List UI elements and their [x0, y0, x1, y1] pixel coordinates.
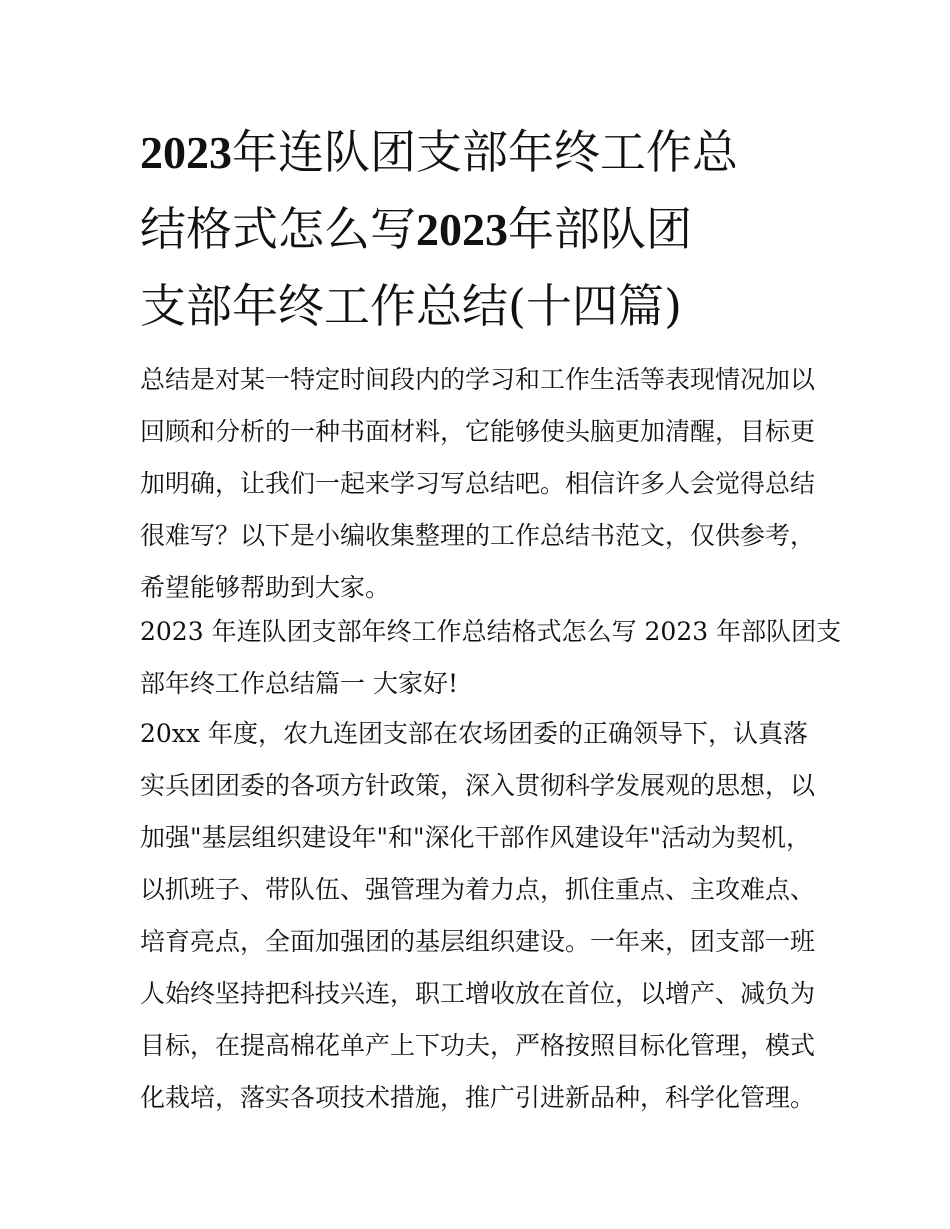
text-line: 加明确，让我们一起来学习写总结吧。相信许多人会觉得总结: [140, 469, 816, 498]
text-line: 部年终工作总结篇一 大家好!: [140, 669, 458, 698]
title-year: 2023: [416, 204, 508, 255]
text-line: 回顾和分析的一种书面材料，它能够使头脑更加清醒，目标更: [140, 417, 816, 446]
text-line: 加强"基层组织建设年"和"深化干部作风建设年"活动为契机，: [140, 823, 811, 852]
title-text: 年部队团: [508, 202, 692, 256]
title-text: 年连队团支部年终工作总: [232, 125, 738, 179]
main-paragraph: [140, 708, 820, 1124]
text-line: 目标，在提高棉花单产上下功夫，严格按照目标化管理，模式: [140, 1031, 816, 1060]
title-line-2: [140, 191, 820, 268]
text-line: 实兵团团委的各项方针政策，深入贯彻科学发展观的思想，以: [140, 771, 816, 800]
text-line: 2023 年连队团支部年终工作总结格式怎么写 2023 年部队团支: [140, 617, 842, 646]
title-line-3: [140, 268, 820, 344]
text-line: 总结是对某一特定时间段内的学习和工作生活等表现情况加以: [140, 365, 816, 394]
text-line: 20xx 年度，农九连团支部在农场团委的正确领导下，认真落: [140, 719, 808, 748]
title-text: 支部年终工作总结(十四篇): [140, 279, 682, 333]
document-title: [140, 114, 820, 344]
intro-paragraph: [140, 354, 820, 614]
text-line: 希望能够帮助到大家。: [140, 573, 391, 602]
title-year: 2023: [140, 127, 232, 178]
title-text: 结格式怎么写: [140, 202, 416, 256]
text-line: 以抓班子、带队伍、强管理为着力点，抓住重点、主攻难点、: [140, 875, 816, 904]
section-heading: [140, 606, 842, 710]
title-line-1: [140, 114, 820, 191]
text-line: 化栽培，落实各项技术措施，推广引进新品种，科学化管理。: [140, 1083, 816, 1112]
text-line: 人始终坚持把科技兴连，职工增收放在首位，以增产、减负为: [140, 979, 816, 1008]
text-line: 很难写？以下是小编收集整理的工作总结书范文，仅供参考，: [140, 521, 816, 550]
text-line: 培育亮点，全面加强团的基层组织建设。一年来，团支部一班: [140, 927, 816, 956]
